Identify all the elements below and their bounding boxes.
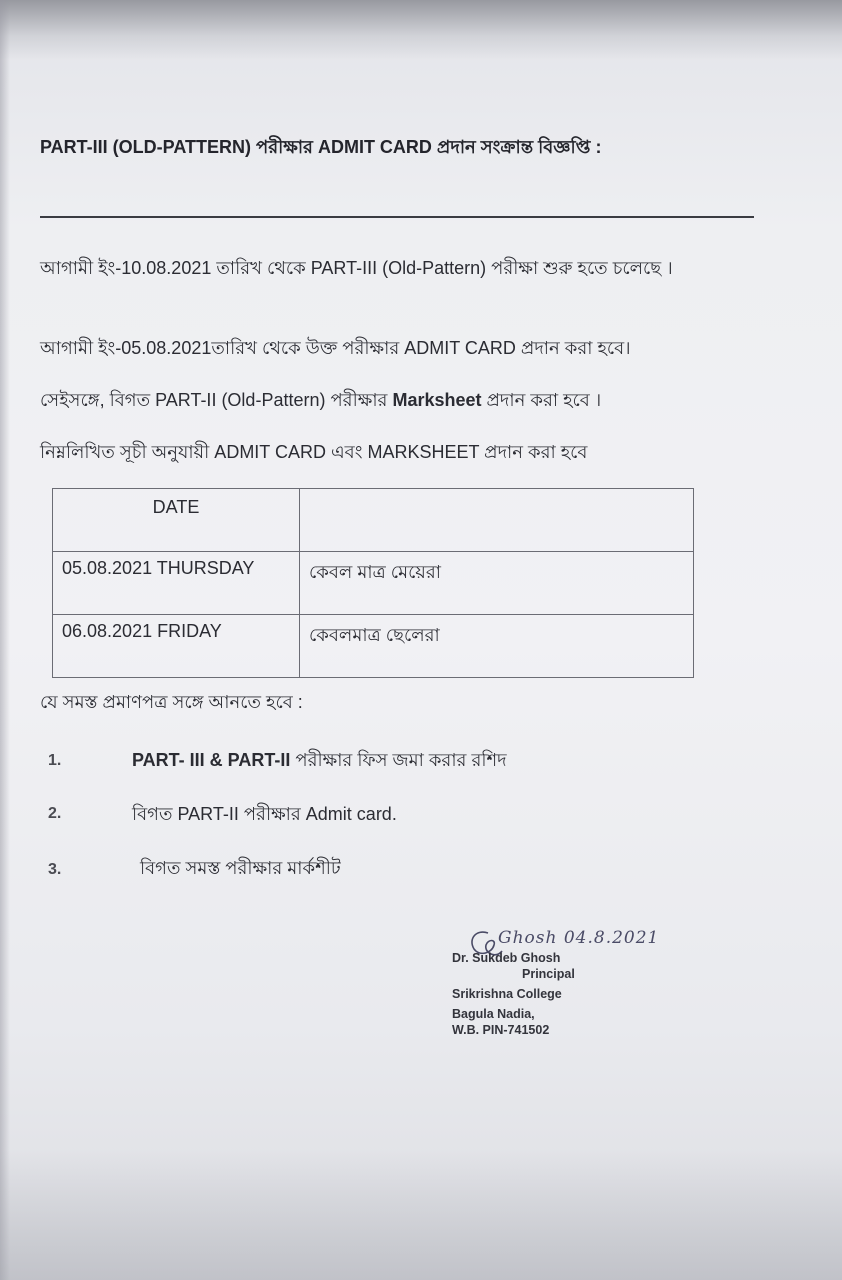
list-item — [132, 746, 507, 777]
signatory-name: Dr. Sukdeb Ghosh — [452, 951, 561, 965]
list-item-number: 1. — [48, 752, 62, 769]
table-row — [53, 552, 694, 615]
marksheet-paragraph — [40, 384, 785, 416]
list-item-number: 2. — [48, 805, 62, 822]
list-item-text: পরীক্ষার ফিস জমা করার রশিদ — [290, 750, 507, 770]
signatory-address-2: W.B. PIN-741502 — [452, 1023, 550, 1037]
header-note-cell — [300, 489, 694, 552]
list-item — [132, 800, 397, 831]
list-item-bold: PART- III & PART-II — [132, 750, 291, 770]
list-item-text: বিগত PART-II পরীক্ষার Admit card. — [132, 804, 397, 824]
signatory-institution: Srikrishna College — [452, 987, 562, 1001]
schedule-table — [52, 488, 694, 678]
header-date-label: DATE — [152, 497, 200, 517]
row-date-cell: 05.08.2021 THURSDAY — [53, 552, 300, 615]
marksheet-suffix: প্রদান করা হবে । — [481, 390, 602, 410]
marksheet-bold-word: Marksheet — [392, 390, 482, 410]
list-item-number: 3. — [48, 861, 62, 878]
notice-title: PART-III (OLD-PATTERN) পরীক্ষার ADMIT CARD প্রদান সংক্রান্ত বিজ্ঞপ্তি : — [40, 137, 602, 157]
list-item-text: বিগত সমস্ত পরীক্ষার মার্কশীট — [140, 858, 341, 878]
signature-text: Ghosh 04.8.2021 — [498, 928, 660, 948]
admit-card-paragraph: আগামী ইং-05.08.2021তারিখ থেকে উক্ত পরীক্ষার ADMIT CARD প্রদান করা হবে। — [40, 338, 631, 358]
marksheet-prefix: সেইসঙ্গে, বিগত PART-II (Old-Pattern) পরীক্ষার — [40, 390, 393, 410]
row-date-cell: 06.08.2021 FRIDAY — [53, 615, 300, 678]
signatory-address-1: Bagula Nadia, — [452, 1007, 535, 1021]
list-item — [140, 854, 341, 885]
exam-start-paragraph: আগামী ইং-10.08.2021 তারিখ থেকে PART-III (Old-Pattern) পরীক্ষা শুরু হতে চলেছে । — [40, 258, 673, 278]
page-shadow-left — [0, 0, 10, 1280]
schedule-intro: নিম্নলিখিত সূচী অনুযায়ী ADMIT CARD এবং MARKSHEET প্রদান করা হবে — [40, 442, 588, 462]
principal-stamp — [452, 950, 652, 1038]
title-underline — [40, 216, 754, 218]
page-shadow-top — [0, 0, 842, 60]
documents-title: যে সমস্ত প্রমাণপত্র সঙ্গে আনতে হবে : — [40, 692, 303, 712]
row-note-cell: কেবল মাত্র মেয়েরা — [300, 552, 694, 615]
row-note-cell: কেবলমাত্র ছেলেরা — [300, 615, 694, 678]
signatory-designation: Principal — [522, 967, 575, 981]
page-shadow-bottom — [0, 1150, 842, 1280]
table-header-row — [53, 489, 694, 552]
header-date-cell — [53, 489, 300, 552]
table-row — [53, 615, 694, 678]
